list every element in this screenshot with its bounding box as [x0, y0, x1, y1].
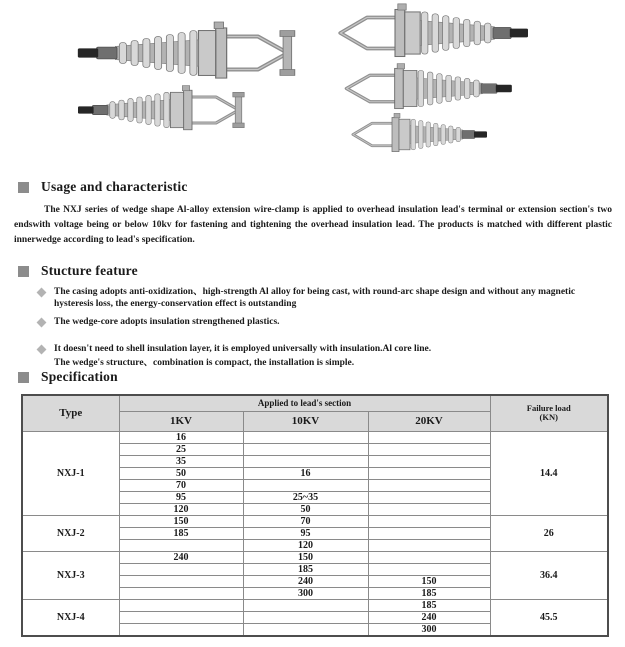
wire-clamp-photo-left-large: [70, 20, 305, 86]
cell-1kv: 16: [119, 431, 243, 443]
cell-10kv: [243, 443, 368, 455]
table-header-row: [22, 395, 608, 411]
feature-item: [36, 344, 614, 370]
cell-1kv: 25: [119, 443, 243, 455]
wire-clamp-photo-left-small: [72, 84, 252, 136]
cell-1kv: [119, 623, 243, 636]
feature-text: The wedge's structure、combination is compact, the installation is simple.: [54, 358, 355, 368]
cell-10kv: 185: [243, 563, 368, 575]
wire-clamp-photo-right-small: [342, 112, 492, 157]
feature-item: [36, 317, 614, 329]
cell-1kv: 95: [119, 491, 243, 503]
wire-clamp-photo-right-medium: [333, 62, 518, 115]
usage-paragraph: The NXJ series of wedge shape Al-alloy extension wire-clamp is applied to overhead insulation lead's terminal or extension section's two endswith voltage being or below 10kv for fastening and tightening the overhead insulation lead. The products is matched with different plastic innerwedge according to lead's specification.: [14, 205, 612, 245]
cell-10kv: [243, 599, 368, 611]
cell-1kv: 120: [119, 503, 243, 515]
cell-10kv: [243, 479, 368, 491]
failure-load-cell: 26: [490, 515, 608, 551]
cell-20kv: 185: [368, 587, 490, 599]
cell-20kv: [368, 515, 490, 527]
cell-1kv: 185: [119, 527, 243, 539]
failure-load-cell: 45.5: [490, 599, 608, 636]
diamond-bullet-icon: [37, 288, 47, 298]
cell-20kv: [368, 479, 490, 491]
cell-10kv: 300: [243, 587, 368, 599]
failure-load-cell: 14.4: [490, 431, 608, 515]
type-cell: NXJ-2: [22, 515, 119, 551]
column-header-1kv: 1KV: [119, 411, 243, 431]
cell-20kv: [368, 539, 490, 551]
cell-10kv: [243, 431, 368, 443]
feature-item: [36, 287, 614, 310]
cell-10kv: 16: [243, 467, 368, 479]
cell-20kv: [368, 455, 490, 467]
column-header-10kv: 10KV: [243, 411, 368, 431]
square-bullet-icon: [18, 182, 29, 193]
square-bullet-icon: [18, 266, 29, 277]
table-row: [22, 551, 608, 563]
type-cell: NXJ-4: [22, 599, 119, 636]
cell-1kv: 35: [119, 455, 243, 467]
cell-10kv: 25~35: [243, 491, 368, 503]
table-row: [22, 599, 608, 611]
cell-20kv: 185: [368, 599, 490, 611]
cell-1kv: [119, 575, 243, 587]
cell-20kv: 150: [368, 575, 490, 587]
usage-section-heading: [18, 179, 188, 195]
cell-20kv: [368, 527, 490, 539]
diamond-bullet-icon: [37, 318, 47, 328]
wire-clamp-photo-right-large: [325, 2, 535, 64]
square-bullet-icon: [18, 372, 29, 383]
feature-text: It doesn't need to shell insulation layer, it is employed universally with insulation.Al core line.: [54, 343, 432, 354]
cell-10kv: 95: [243, 527, 368, 539]
type-cell: NXJ-1: [22, 431, 119, 515]
specification-section-heading: [18, 369, 118, 385]
cell-1kv: 70: [119, 479, 243, 491]
structure-section-title: Stucture feature: [41, 263, 138, 278]
cell-10kv: [243, 611, 368, 623]
cell-20kv: [368, 431, 490, 443]
cell-20kv: 300: [368, 623, 490, 636]
usage-section-title: Usage and characteristic: [41, 179, 188, 194]
specification-table: [21, 394, 609, 637]
cell-1kv: [119, 563, 243, 575]
cell-10kv: [243, 623, 368, 636]
failure-load-column-header: [490, 395, 608, 431]
cell-10kv: 70: [243, 515, 368, 527]
cell-1kv: [119, 599, 243, 611]
applied-section-header: Applied to lead's section: [119, 395, 490, 411]
specification-section-title: Specification: [41, 369, 118, 384]
cell-10kv: [243, 455, 368, 467]
failure-load-cell: 36.4: [490, 551, 608, 599]
table-row: [22, 515, 608, 527]
cell-1kv: 240: [119, 551, 243, 563]
cell-20kv: 240: [368, 611, 490, 623]
feature-text: The casing adopts anti-oxidization、high-strength Al alloy for being cast, with round-arc shape design and without any magnetic hysteresis loss, the energy-conservation effect is outstanding: [54, 287, 576, 309]
type-cell: NXJ-3: [22, 551, 119, 599]
cell-1kv: [119, 539, 243, 551]
cell-10kv: 120: [243, 539, 368, 551]
cell-20kv: [368, 491, 490, 503]
column-header-20kv: 20KV: [368, 411, 490, 431]
cell-10kv: 240: [243, 575, 368, 587]
diamond-bullet-icon: [37, 344, 47, 354]
cell-20kv: [368, 563, 490, 575]
cell-1kv: 50: [119, 467, 243, 479]
cell-1kv: 150: [119, 515, 243, 527]
feature-list: [36, 287, 614, 370]
cell-1kv: [119, 611, 243, 623]
specification-table-container: [21, 394, 607, 637]
feature-text: The wedge-core adopts insulation strengthened plastics.: [54, 317, 280, 327]
table-row: [22, 431, 608, 443]
cell-10kv: 150: [243, 551, 368, 563]
structure-section-heading: [18, 263, 138, 279]
failure-load-unit: (KN): [539, 412, 558, 423]
type-column-header: Type: [22, 395, 119, 431]
cell-20kv: [368, 551, 490, 563]
cell-20kv: [368, 467, 490, 479]
cell-20kv: [368, 503, 490, 515]
failure-load-label: Failure load: [526, 402, 571, 413]
cell-20kv: [368, 443, 490, 455]
cell-1kv: [119, 587, 243, 599]
cell-10kv: 50: [243, 503, 368, 515]
